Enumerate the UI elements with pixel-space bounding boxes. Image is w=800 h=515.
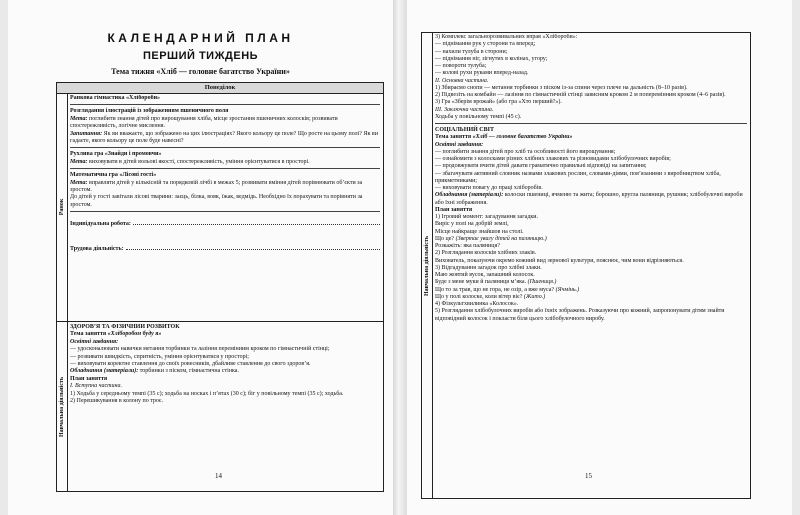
lesson-line: 1) Ігровий момент: загадування загадки.	[435, 214, 538, 220]
main-step: 1) Збираємо снопи — метання торбинки з піском із-за спини через плече на дальність (8–10 разів).	[435, 84, 688, 91]
part-final: III. Заключна частина.	[435, 106, 494, 113]
exercise-item: — повороти тулуба;	[435, 63, 487, 69]
lesson-line: Маю жовтий вусок, запашний колосок.	[435, 272, 535, 278]
equipment: Обладнання (матеріали): торбинки з піском, гімнастична стінка.	[70, 368, 239, 375]
schedule-table	[56, 82, 384, 492]
task-item: — розвивати швидкість, спритність, уміння орієнтуватися у просторі;	[70, 353, 249, 360]
day-header: Понеділок	[57, 83, 383, 94]
book-gutter	[393, 0, 407, 515]
task-item: — збагачувати активний словник назвами злакових рослин, словами-діями, пов’язаними з виробництвом хліба, прикметниками;	[435, 170, 721, 184]
week-theme: Тема тижня «Хліб — головне багатство України»	[111, 67, 290, 76]
lesson-line: Буде з мене муки й паляниця м’яка. (Пшениця.)	[435, 279, 557, 286]
main-step: 2) Підвезіть на комбайн — лазіння по гімнастичній стінці зависним кроком 2 м поперемінним кроком (4–6 разів).	[435, 92, 726, 98]
task-item: — поглибити знання дітей про хліб та особливості його вирощування;	[435, 148, 616, 155]
math-game-goal: Мета: вправляти дітей у кількісній та порядковій лічбі в межах 5; розвивати вміння дітей порівнювати об’єкти за зростом.	[70, 179, 363, 194]
task-item: — виховувати повагу до праці хліборобів.	[435, 185, 543, 191]
social-topic: Тема заняття «Хліб — головне багатство України»	[435, 134, 573, 141]
lesson-line: Виріс у полі на добрій землі,	[435, 221, 509, 228]
illustrations-heading: Розглядання ілюстрацій із зображенням пшеничного поля	[70, 108, 229, 115]
step-item: 2) Перешикування в колону по троє.	[70, 398, 163, 405]
equipment-right: Обладнання (матеріали): колоски пшениці, ячменю та жита; борошно, кругла паляниця, рушник; хлібобулочні вироби або їхні зображення.	[435, 192, 743, 206]
activity-label: Навчальна діяльність	[59, 376, 65, 437]
individual-work-row: Індивідуальна робота:	[70, 218, 380, 228]
part-main: II. Основна частина.	[435, 77, 489, 84]
mobile-game-heading: Рухлива гра «Знайди і промовчи»	[70, 151, 162, 158]
final-step: Ходьба у повільному темпі (45 с).	[435, 113, 522, 120]
lesson-line: 2) Розглядання колосків хлібних злаків.	[435, 250, 537, 257]
illustrations-questions: Запитання: Як ви вважаєте, що зображено на цих ілюстраціях? Якого кольору це поле? Що росте на цьому полі? Як ви гадаєте, якого кольору це поле буде навесні?	[70, 130, 378, 145]
plan-label-right: План заняття	[435, 206, 473, 213]
exercise-item: — нахили тулуба в сторони;	[435, 48, 508, 55]
exercise-item: — піднімання ніг, зігнутих в колінах, угору;	[435, 55, 548, 62]
lesson-line: Вихователь, показуючи окремо кожний вид зернової культури, пояснює, чим вони відрізняються.	[435, 257, 684, 264]
mobile-game-goal: Мета: виховувати в дітей вольові якості, спостережливість, уміння орієнтуватися в просторі.	[70, 158, 310, 165]
lesson-line: Що це? (Звертає увагу дітей на паляницю.)	[435, 235, 547, 242]
schedule-table-continued	[421, 32, 751, 499]
math-game-task: До дітей у гості завітали лісові тварини: заєць, білка, вовк, їжак, ведмідь. Необхідно їх порахувати та порівняти за зростом.	[70, 194, 363, 208]
morning-section	[57, 93, 383, 322]
tasks-label-right: Освітні завдання:	[435, 141, 484, 148]
week-title: ПЕРШИЙ ТИЖДЕНЬ	[142, 50, 259, 62]
page-title: КАЛЕНДАРНИЙ ПЛАН	[107, 31, 294, 45]
exercise-item: — колові рухи руками вперед-назад.	[435, 70, 529, 77]
labor-row: Трудова діяльність:	[70, 243, 380, 253]
task-item: — продовжувати вчити дітей давати граматично правильні відповіді на запитання;	[435, 163, 647, 170]
math-game-heading: Математична гра «Лісові гості»	[70, 172, 157, 179]
task-item: — удосконалювати навички метання торбинки та лазіння переміниим кроком по гімнастичній стінці;	[70, 346, 330, 353]
right-page	[407, 0, 792, 515]
illustrations-goal: Мета: поглибити знання дітей про вирощування хліба, місце зростання пшеничних колосків; розвивати спостережливість, логічне мислення.	[70, 115, 338, 130]
lesson-line: Що то за трав, що не гора, не озір, а вже муса? (Ячмінь.)	[435, 286, 580, 293]
lesson-line: 3) Відгадування загадок про хлібні злаки.	[435, 264, 542, 271]
task-item: — виховувати коректне ставлення до своїх ровесників, дбайливе ставлення до свого здоров’я.	[70, 361, 311, 368]
page-number-left: 14	[215, 472, 222, 480]
activity-label-right: Навчальна діяльність	[424, 235, 430, 296]
lesson-line: Місце найкраще знайшов на столі.	[435, 228, 524, 235]
lesson-line: Що у полі колоске, коли вітер віє? (Жито.)	[435, 293, 546, 300]
page-number-right: 15	[585, 472, 592, 480]
health-heading: ЗДОРОВ’Я ТА ФІЗИЧНИЙ РОЗВИТОК	[70, 324, 180, 330]
social-heading: СОЦІАЛЬНИЙ СВІТ	[435, 127, 494, 133]
lesson-line: 4) Фізкультхвилинка «Колосок».	[435, 301, 519, 307]
part-intro: I. Вступна частина.	[70, 383, 122, 390]
lesson-line: Розкажіть: яка паляниця?	[435, 243, 500, 249]
left-page	[8, 0, 393, 515]
plan-label: План заняття	[70, 375, 108, 382]
exercise-item: — піднімання рук у сторони та вперед;	[435, 41, 536, 48]
main-step: 3) Гра «Зберім врожай» (або гра «Хто перший?»).	[435, 99, 562, 106]
activity-section	[57, 322, 383, 491]
task-item: — ознайомити з колосками різних хлібних злакових та різновидами хлібобулочних виробів;	[435, 156, 671, 162]
lesson-topic: Тема заняття «Хліборобом буду я»	[70, 331, 162, 338]
tasks-label: Освітні завдання:	[70, 338, 119, 345]
morning-label: Ранок	[59, 198, 65, 216]
lesson-line: 5) Розглядання хлібобулочних виробів або їхніх зображень. Розказуючи про кожний, запропонувати дітям знайти відповідний колосок і покласти біля цього хлібобулочного виробу.	[435, 308, 725, 322]
step-item: 1) Ходьба у середньому темпі (35 с); ходьба на носках і п’ятах (30 с); біг у повільному темпі (35 с); ходьба.	[70, 390, 344, 397]
morning-exercise: Ранкова гімнастика «Хлібороби»	[70, 95, 161, 101]
complex-heading: 3) Комплекс загальнорозвивальних вправ «Хлібороби»:	[435, 34, 578, 40]
